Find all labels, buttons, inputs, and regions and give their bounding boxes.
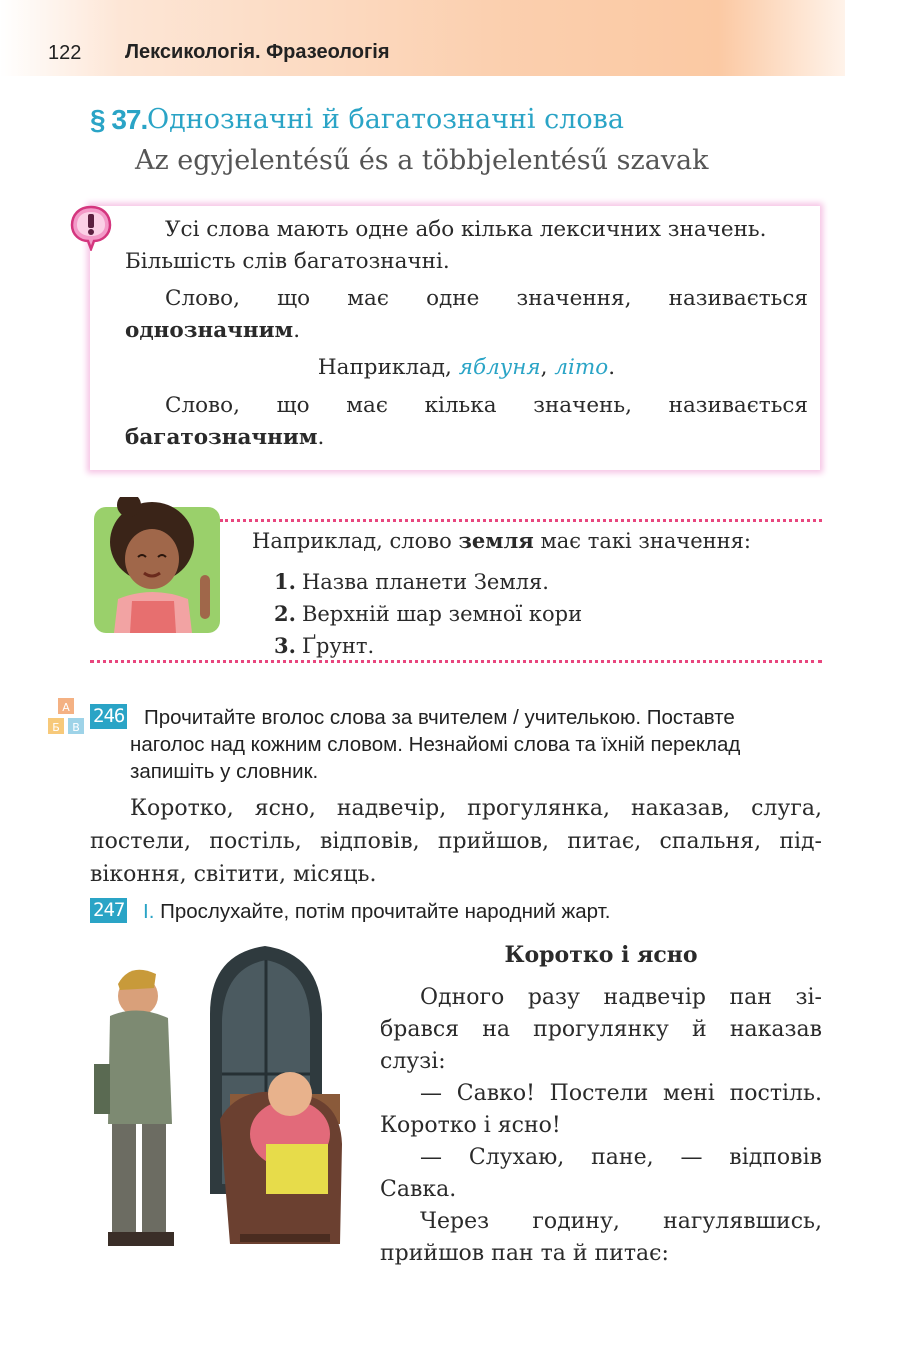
term-monosemous: однозначним: [125, 318, 294, 343]
rule-example: Наприклад, яблуня, літо.: [317, 355, 616, 380]
exercise-number-246: 246: [90, 704, 127, 729]
section-title: Однозначні й багатозначні слова: [147, 104, 624, 135]
story-line: Через годину, нагулявшись,: [420, 1209, 822, 1234]
abc-blocks-icon: [46, 696, 90, 740]
story-line: — Слухаю, пане, — відповів: [420, 1145, 822, 1170]
exercise-246-line-3: запишіть у словник.: [130, 760, 319, 783]
svg-text:A: A: [62, 701, 70, 714]
story-line: Коротко і ясно!: [380, 1113, 561, 1138]
section-number: § 37.: [90, 104, 148, 135]
list-item-number: 1.: [274, 569, 296, 594]
page-header: [0, 0, 845, 76]
svg-text:Б: Б: [52, 721, 60, 734]
section-subtitle: Az egyjelentésű és a többjelentésű szavak: [135, 145, 709, 176]
story-line: Одного разу надвечір пан зі-: [420, 985, 822, 1010]
story-line: — Савко! Постели мені постіль.: [420, 1081, 822, 1106]
rule-line-5: Слово, що має кілька значень, називається: [165, 393, 808, 418]
rule-example-prefix: Наприклад,: [317, 355, 452, 380]
words-line-1: Коротко, ясно, надвечір, прогулянка, наказав, слуга,: [130, 796, 822, 821]
exercise-247-instruction: [143, 898, 610, 925]
list-item-text: Ґрунт.: [301, 634, 375, 658]
girl-illustration: [94, 497, 220, 633]
list-item-text: Верхній шар земної кори: [301, 602, 583, 626]
story-line: Савка.: [380, 1177, 457, 1202]
list-item-text: Назва планети Земля.: [301, 570, 549, 594]
exercise-246-words: [90, 792, 822, 891]
list-item-number: 2.: [274, 601, 296, 626]
exercise-number-247: 247: [90, 898, 127, 923]
story-text: [380, 982, 822, 1270]
exercise-246-line-2: наголос над кожним словом. Незнайомі слова та їхній переклад: [130, 733, 741, 756]
example-word-1: яблуня: [458, 355, 541, 380]
exercise-247-text: Прослухайте, потім прочитайте народний жарт.: [160, 900, 611, 923]
rule-box: [90, 206, 820, 470]
chapter-title: Лексикологія. Фразеологія: [125, 41, 390, 63]
term-polysemous: багатозначним: [125, 425, 318, 450]
meanings-list: [274, 566, 582, 662]
words-line-2: постели, постіль, відповів, прийшов, питає, спальня, під-: [90, 829, 822, 854]
story-line: брався на прогулянку й наказав: [380, 1017, 822, 1042]
exclamation-icon: [68, 203, 114, 251]
rule-line-4: однозначним.: [125, 318, 301, 343]
exercise-247-part: І.: [143, 900, 155, 923]
divider-dotted-bottom: [90, 660, 822, 663]
rule-line-2: Більшість слів багатозначні.: [125, 249, 450, 274]
story-line: слузі:: [380, 1049, 446, 1074]
list-item: [274, 630, 582, 662]
rule-line-1: Усі слова мають одне або кілька лексичних значень.: [165, 217, 767, 242]
divider-dotted-top: [220, 519, 822, 522]
story-title: Коротко і ясно: [504, 942, 698, 968]
rule-line-3: Слово, що має одне значення, називається: [165, 286, 808, 311]
example-word-2: літо: [554, 355, 609, 380]
example-intro-suffix: має такі значення:: [540, 529, 751, 553]
list-item-number: 3.: [274, 633, 296, 658]
page-number: 122: [48, 42, 82, 64]
exercise-246-line-1: Прочитайте вголос слова за вчителем / учителькою. Поставте: [144, 706, 735, 729]
rule-line-6: багатозначним.: [125, 425, 325, 450]
example-intro: [252, 528, 751, 553]
svg-text:В: В: [72, 721, 80, 734]
list-item: [274, 566, 582, 598]
example-intro-prefix: Наприклад, слово: [252, 529, 452, 553]
words-line-3: віконня, світити, місяць.: [90, 862, 377, 887]
example-keyword: земля: [458, 528, 534, 553]
story-illustration: [90, 944, 360, 1266]
story-line: прийшов пан та й питає:: [380, 1241, 669, 1266]
list-item: [274, 598, 582, 630]
